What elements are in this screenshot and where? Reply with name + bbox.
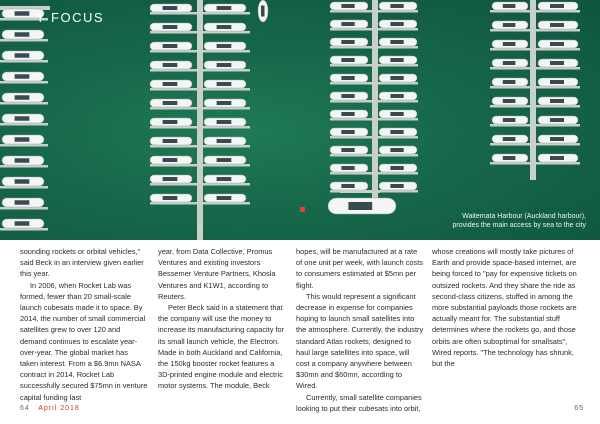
boat bbox=[492, 116, 528, 124]
caption-line-2: provides the main access by sea to the city bbox=[452, 222, 586, 229]
boat bbox=[204, 118, 246, 126]
pier-finger bbox=[150, 202, 197, 205]
pier-finger bbox=[0, 123, 48, 126]
pier-finger bbox=[0, 144, 48, 147]
pier-finger bbox=[536, 162, 580, 165]
boat bbox=[330, 20, 368, 28]
pier-finger bbox=[0, 81, 48, 84]
pier-finger bbox=[378, 154, 418, 157]
pier-finger bbox=[378, 136, 418, 139]
boat bbox=[379, 128, 417, 136]
boat bbox=[330, 2, 368, 10]
boat bbox=[379, 2, 417, 10]
pier-finger bbox=[150, 126, 197, 129]
paragraph: This would represent a significant decrease in expense for companies hoping to launch small satellites into the atmosphere. Currently, the industry standard Atlas rockets, designed to haul large satellites into space, will cost a company anywhere between $30mn and $60mn, according to Wired. bbox=[296, 291, 424, 391]
pier-finger bbox=[150, 88, 197, 91]
pier-finger bbox=[490, 105, 530, 108]
pier-finger bbox=[378, 172, 418, 175]
boat bbox=[379, 38, 417, 46]
pier-finger bbox=[490, 86, 530, 89]
pier-finger bbox=[378, 82, 418, 85]
pier-finger bbox=[203, 12, 250, 15]
boat bbox=[379, 164, 417, 172]
boat bbox=[150, 61, 192, 69]
boat bbox=[204, 42, 246, 50]
pier-finger bbox=[0, 39, 48, 42]
boat bbox=[538, 78, 578, 86]
pier-finger bbox=[490, 124, 530, 127]
boat bbox=[538, 135, 578, 143]
pier bbox=[372, 0, 378, 205]
boat bbox=[204, 4, 246, 12]
boat bbox=[492, 78, 528, 86]
boat bbox=[538, 2, 578, 10]
boat bbox=[492, 40, 528, 48]
page-number-left: 64 bbox=[20, 405, 30, 412]
boat bbox=[204, 61, 246, 69]
pier-finger bbox=[0, 165, 48, 168]
pier-finger bbox=[378, 100, 418, 103]
boat bbox=[330, 164, 368, 172]
pier-finger bbox=[536, 105, 580, 108]
pier-finger bbox=[330, 82, 372, 85]
boat bbox=[2, 114, 44, 123]
pier-finger bbox=[490, 29, 530, 32]
pier-finger bbox=[0, 102, 48, 105]
boat bbox=[2, 135, 44, 144]
pier-finger bbox=[330, 28, 372, 31]
pier-finger bbox=[150, 107, 197, 110]
boat bbox=[492, 135, 528, 143]
boat bbox=[150, 4, 192, 12]
issue-month: April 2018 bbox=[38, 405, 80, 412]
pier-finger bbox=[0, 207, 48, 210]
boat bbox=[204, 156, 246, 164]
boat bbox=[330, 38, 368, 46]
paragraph: In 2006, when Rocket Lab was formed, fewer than 20 small-scale launch cubesats made it to space. By 2014, the number of small commercial satellites grew to over 120 and demand continues to escalate year-over-year. The global market has taken interest. From a $6.9mn NASA contract in 2014, Rocket Lab successfully secured $75mn in venture capital funding last bbox=[20, 280, 148, 402]
page-number-right: 65 bbox=[574, 405, 584, 412]
pier-finger bbox=[150, 69, 197, 72]
pier-finger bbox=[0, 228, 48, 231]
boat bbox=[379, 20, 417, 28]
pier-finger bbox=[490, 67, 530, 70]
pier-finger bbox=[330, 154, 372, 157]
pier-finger bbox=[203, 164, 250, 167]
boat bbox=[492, 97, 528, 105]
boat bbox=[258, 0, 268, 22]
pier-finger bbox=[150, 164, 197, 167]
paragraph: Peter Beck said in a statement that the company will use the money to increase its manufacturing capacity for its small launch vehicle, the Electron. Made in both Auckland and California, the 150kg booster rocket features a 3D-printed engine module and electric motor systems. The module, Beck bbox=[158, 303, 285, 391]
boat bbox=[150, 99, 192, 107]
pier-finger bbox=[150, 183, 197, 186]
pier-finger bbox=[490, 10, 530, 13]
boat bbox=[2, 72, 44, 81]
pier-finger bbox=[536, 124, 580, 127]
boat bbox=[204, 137, 246, 145]
paragraph: whose creations will mostly take pictures of Earth and provide space-based internet, are being forced to "pay for expensive tickets on outsized rockets. And they share the ride as second-class citizens, stuffed in among the more substantial payloads those rockets are actually meant for. The substantial stuff determines where the rockets go, and those orbits are often suboptimal for smallsats", Wired reports. "The technology has shrunk, but the bbox=[432, 247, 577, 369]
photo-caption bbox=[453, 212, 586, 230]
pier-finger bbox=[330, 136, 372, 139]
boat bbox=[330, 128, 368, 136]
article-column-4 bbox=[432, 246, 582, 369]
pier-finger bbox=[150, 31, 197, 34]
boat bbox=[538, 154, 578, 162]
boat bbox=[2, 156, 44, 165]
pier-finger bbox=[330, 118, 372, 121]
boat bbox=[204, 194, 246, 202]
pier-finger bbox=[490, 48, 530, 51]
pier-finger bbox=[203, 69, 250, 72]
pier-finger bbox=[150, 145, 197, 148]
boat bbox=[204, 99, 246, 107]
pier-finger bbox=[378, 46, 418, 49]
pier bbox=[530, 0, 536, 180]
boat bbox=[538, 21, 578, 29]
pier-finger bbox=[378, 64, 418, 67]
boat bbox=[379, 56, 417, 64]
pier-finger bbox=[0, 186, 48, 189]
pier-finger bbox=[536, 143, 580, 146]
boat bbox=[150, 80, 192, 88]
pier-finger bbox=[150, 50, 197, 53]
pier-finger bbox=[330, 100, 372, 103]
boat bbox=[150, 118, 192, 126]
paragraph: year, from Data Collective, Promus Ventures and existing investors Bessemer Venture Partners, Khosla Ventures and K1W1, according to Reuters. bbox=[158, 247, 276, 301]
boat bbox=[204, 175, 246, 183]
boat bbox=[330, 92, 368, 100]
footer-left bbox=[20, 405, 80, 412]
boat bbox=[379, 182, 417, 190]
boat bbox=[330, 56, 368, 64]
boat bbox=[538, 116, 578, 124]
pier-finger bbox=[378, 10, 418, 13]
boat bbox=[330, 182, 368, 190]
pier-finger bbox=[536, 86, 580, 89]
boat bbox=[150, 194, 192, 202]
article-column-1 bbox=[20, 246, 148, 403]
boat bbox=[150, 156, 192, 164]
paragraph: Currently, small satellite companies looking to put their cubesats into orbit, bbox=[296, 392, 422, 413]
caption-line-1: Waitemata Harbour (Auckland harbour), bbox=[462, 213, 586, 220]
boat bbox=[330, 146, 368, 154]
boat bbox=[538, 59, 578, 67]
pier-finger bbox=[378, 190, 418, 193]
pier bbox=[340, 190, 380, 193]
boat bbox=[379, 92, 417, 100]
pier bbox=[197, 0, 203, 240]
pier-finger bbox=[203, 107, 250, 110]
pier-finger bbox=[330, 10, 372, 13]
pier-finger bbox=[536, 10, 580, 13]
boat bbox=[492, 21, 528, 29]
boat bbox=[492, 154, 528, 162]
pier-finger bbox=[203, 31, 250, 34]
pier-finger bbox=[490, 143, 530, 146]
boat bbox=[2, 93, 44, 102]
pier-finger bbox=[203, 202, 250, 205]
pier-finger bbox=[536, 48, 580, 51]
boat bbox=[492, 59, 528, 67]
boat bbox=[330, 74, 368, 82]
boat bbox=[204, 23, 246, 31]
pier-finger bbox=[330, 46, 372, 49]
boat bbox=[150, 175, 192, 183]
pier-finger bbox=[203, 50, 250, 53]
pier-finger bbox=[150, 12, 197, 15]
section-label: Y FOCUS bbox=[36, 10, 105, 25]
boat bbox=[538, 40, 578, 48]
red-marker bbox=[300, 207, 305, 212]
pier-finger bbox=[0, 60, 48, 63]
pier-finger bbox=[378, 118, 418, 121]
boat bbox=[2, 30, 44, 39]
pier-finger bbox=[203, 145, 250, 148]
boat bbox=[379, 146, 417, 154]
boat bbox=[2, 219, 44, 228]
boat bbox=[2, 198, 44, 207]
boat bbox=[492, 2, 528, 10]
boat bbox=[538, 97, 578, 105]
paragraph: hopes, will be manufactured at a rate of one unit per week, with launch costs to consumers estimated at $5mn per flight. bbox=[296, 247, 423, 290]
pier-finger bbox=[203, 88, 250, 91]
boat bbox=[379, 110, 417, 118]
boat bbox=[328, 198, 396, 214]
pier-finger bbox=[378, 28, 418, 31]
boat bbox=[2, 177, 44, 186]
pier-finger bbox=[536, 29, 580, 32]
boat bbox=[204, 80, 246, 88]
boat bbox=[2, 51, 44, 60]
article-column-2 bbox=[158, 246, 286, 392]
boat bbox=[150, 23, 192, 31]
pier-finger bbox=[330, 64, 372, 67]
boat bbox=[330, 110, 368, 118]
pier-finger bbox=[536, 67, 580, 70]
pier-finger bbox=[203, 183, 250, 186]
pier-finger bbox=[490, 162, 530, 165]
pier-finger bbox=[203, 126, 250, 129]
boat bbox=[150, 137, 192, 145]
boat bbox=[150, 42, 192, 50]
pier-finger bbox=[330, 172, 372, 175]
boat bbox=[379, 74, 417, 82]
article-column-3 bbox=[296, 246, 424, 414]
paragraph: sounding rockets or orbital vehicles," said Beck in an interview given earlier this year. bbox=[20, 247, 144, 279]
